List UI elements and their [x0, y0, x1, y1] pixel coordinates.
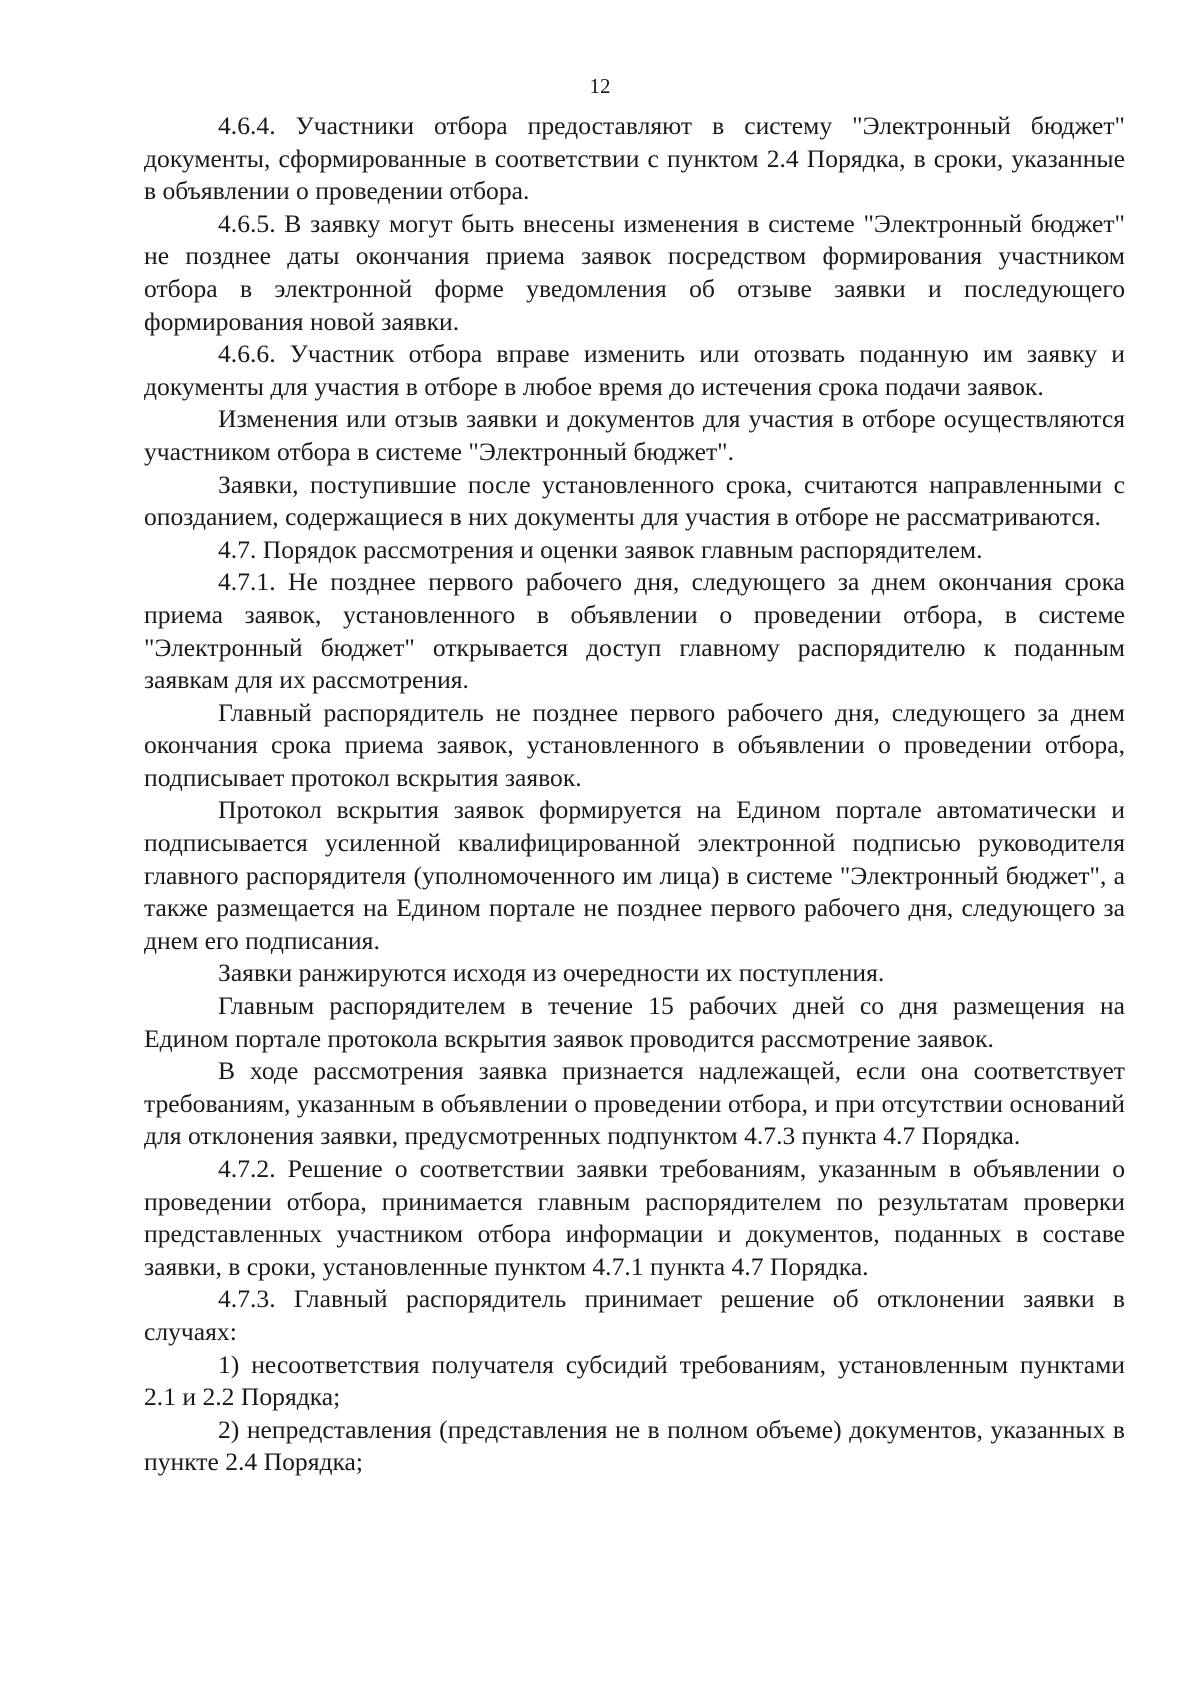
- page-number: 12: [589, 74, 611, 98]
- paragraph-changes-or-withdrawal: Изменения или отзыв заявки и документов для участия в отборе осуществляются участником отбора в системе "Электронный бюджет".: [144, 404, 1125, 466]
- paragraph-4-7-3: 4.7.3. Главный распорядитель принимает решение об отклонении заявки в случаях:: [144, 1284, 1125, 1346]
- paragraph-4-7: 4.7. Порядок рассмотрения и оценки заявок главным распорядителем.: [218, 534, 983, 564]
- paragraph-4-7-1: 4.7.1. Не позднее первого рабочего дня, следующего за днем окончания срока приема заявок, установленного в объявлении о проведении отбора, в системе "Электронный бюджет" открывается доступ главному распорядителю к поданным заявкам для их рассмотрения.: [144, 567, 1125, 695]
- paragraph-opening-protocol-signing: Главный распорядитель не позднее первого рабочего дня, следующего за днем окончания срока приема заявок, установленного в объявлении о проведении отбора, подписывает протокол вскрытия заявок.: [144, 697, 1125, 792]
- paragraph-4-6-5: 4.6.5. В заявку могут быть внесены изменения в системе "Электронный бюджет" не позднее даты окончания приема заявок посредством формирования участником отбора в электронной форме уведомления об отзыве заявки и последующего формирования новой заявки.: [144, 208, 1125, 336]
- paragraph-4-7-2: 4.7.2. Решение о соответствии заявки требованиям, указанным в объявлении о проведении отбора, принимается главным распорядителем по результатам проверки представленных участником отбора информации и документов, поданных в составе заявки, в сроки, установленные пунктом 4.7.1 пункта 4.7 Порядка.: [144, 1154, 1125, 1281]
- list-item-2: 2) непредставления (представления не в полном объеме) документов, указанных в пункте 2.4 Порядка;: [144, 1414, 1125, 1477]
- list-item-1: 1) несоответствия получателя субсидий требованиям, установленным пунктами 2.1 и 2.2 Порядка;: [144, 1349, 1125, 1412]
- paragraph-late-applications: Заявки, поступившие после установленного срока, считаются направленными с опозданием, содержащиеся в них документы для участия в отборе не рассматриваются.: [144, 469, 1125, 532]
- paragraph-4-6-6: 4.6.6. Участник отбора вправе изменить или отозвать поданную им заявку и документы для участия в отборе в любое время до истечения срока подачи заявок.: [144, 339, 1125, 401]
- document-body: [144, 110, 1125, 1479]
- paragraph-review-period: Главным распорядителем в течение 15 рабочих дней со дня размещения на Едином портале протокола вскрытия заявок проводится рассмотрение заявок.: [144, 991, 1125, 1053]
- paragraph-4-6-4: 4.6.4. Участники отбора предоставляют в систему "Электронный бюджет" документы, сформированные в соответствии с пунктом 2.4 Порядка, в сроки, указанные в объявлении о проведении отбора.: [144, 111, 1125, 206]
- paragraph-proper-application: В ходе рассмотрения заявка признается надлежащей, если она соответствует требованиям, указанным в объявлении о проведении отбора, и при отсутствии оснований для отклонения заявки, предусмотренных подпунктом 4.7.3 пункта 4.7 Порядка.: [144, 1056, 1125, 1151]
- paragraph-opening-protocol-forming: Протокол вскрытия заявок формируется на Едином портале автоматически и подписывается усиленной квалифицированной электронной подписью руководителя главного распорядителя (уполномоченного им лица) в системе "Электронный бюджет", а также размещается на Едином портале не позднее первого рабочего дня, следующего за днем его подписания.: [144, 795, 1125, 955]
- paragraph-ranking: Заявки ранжируются исходя из очередности их поступления.: [218, 958, 885, 988]
